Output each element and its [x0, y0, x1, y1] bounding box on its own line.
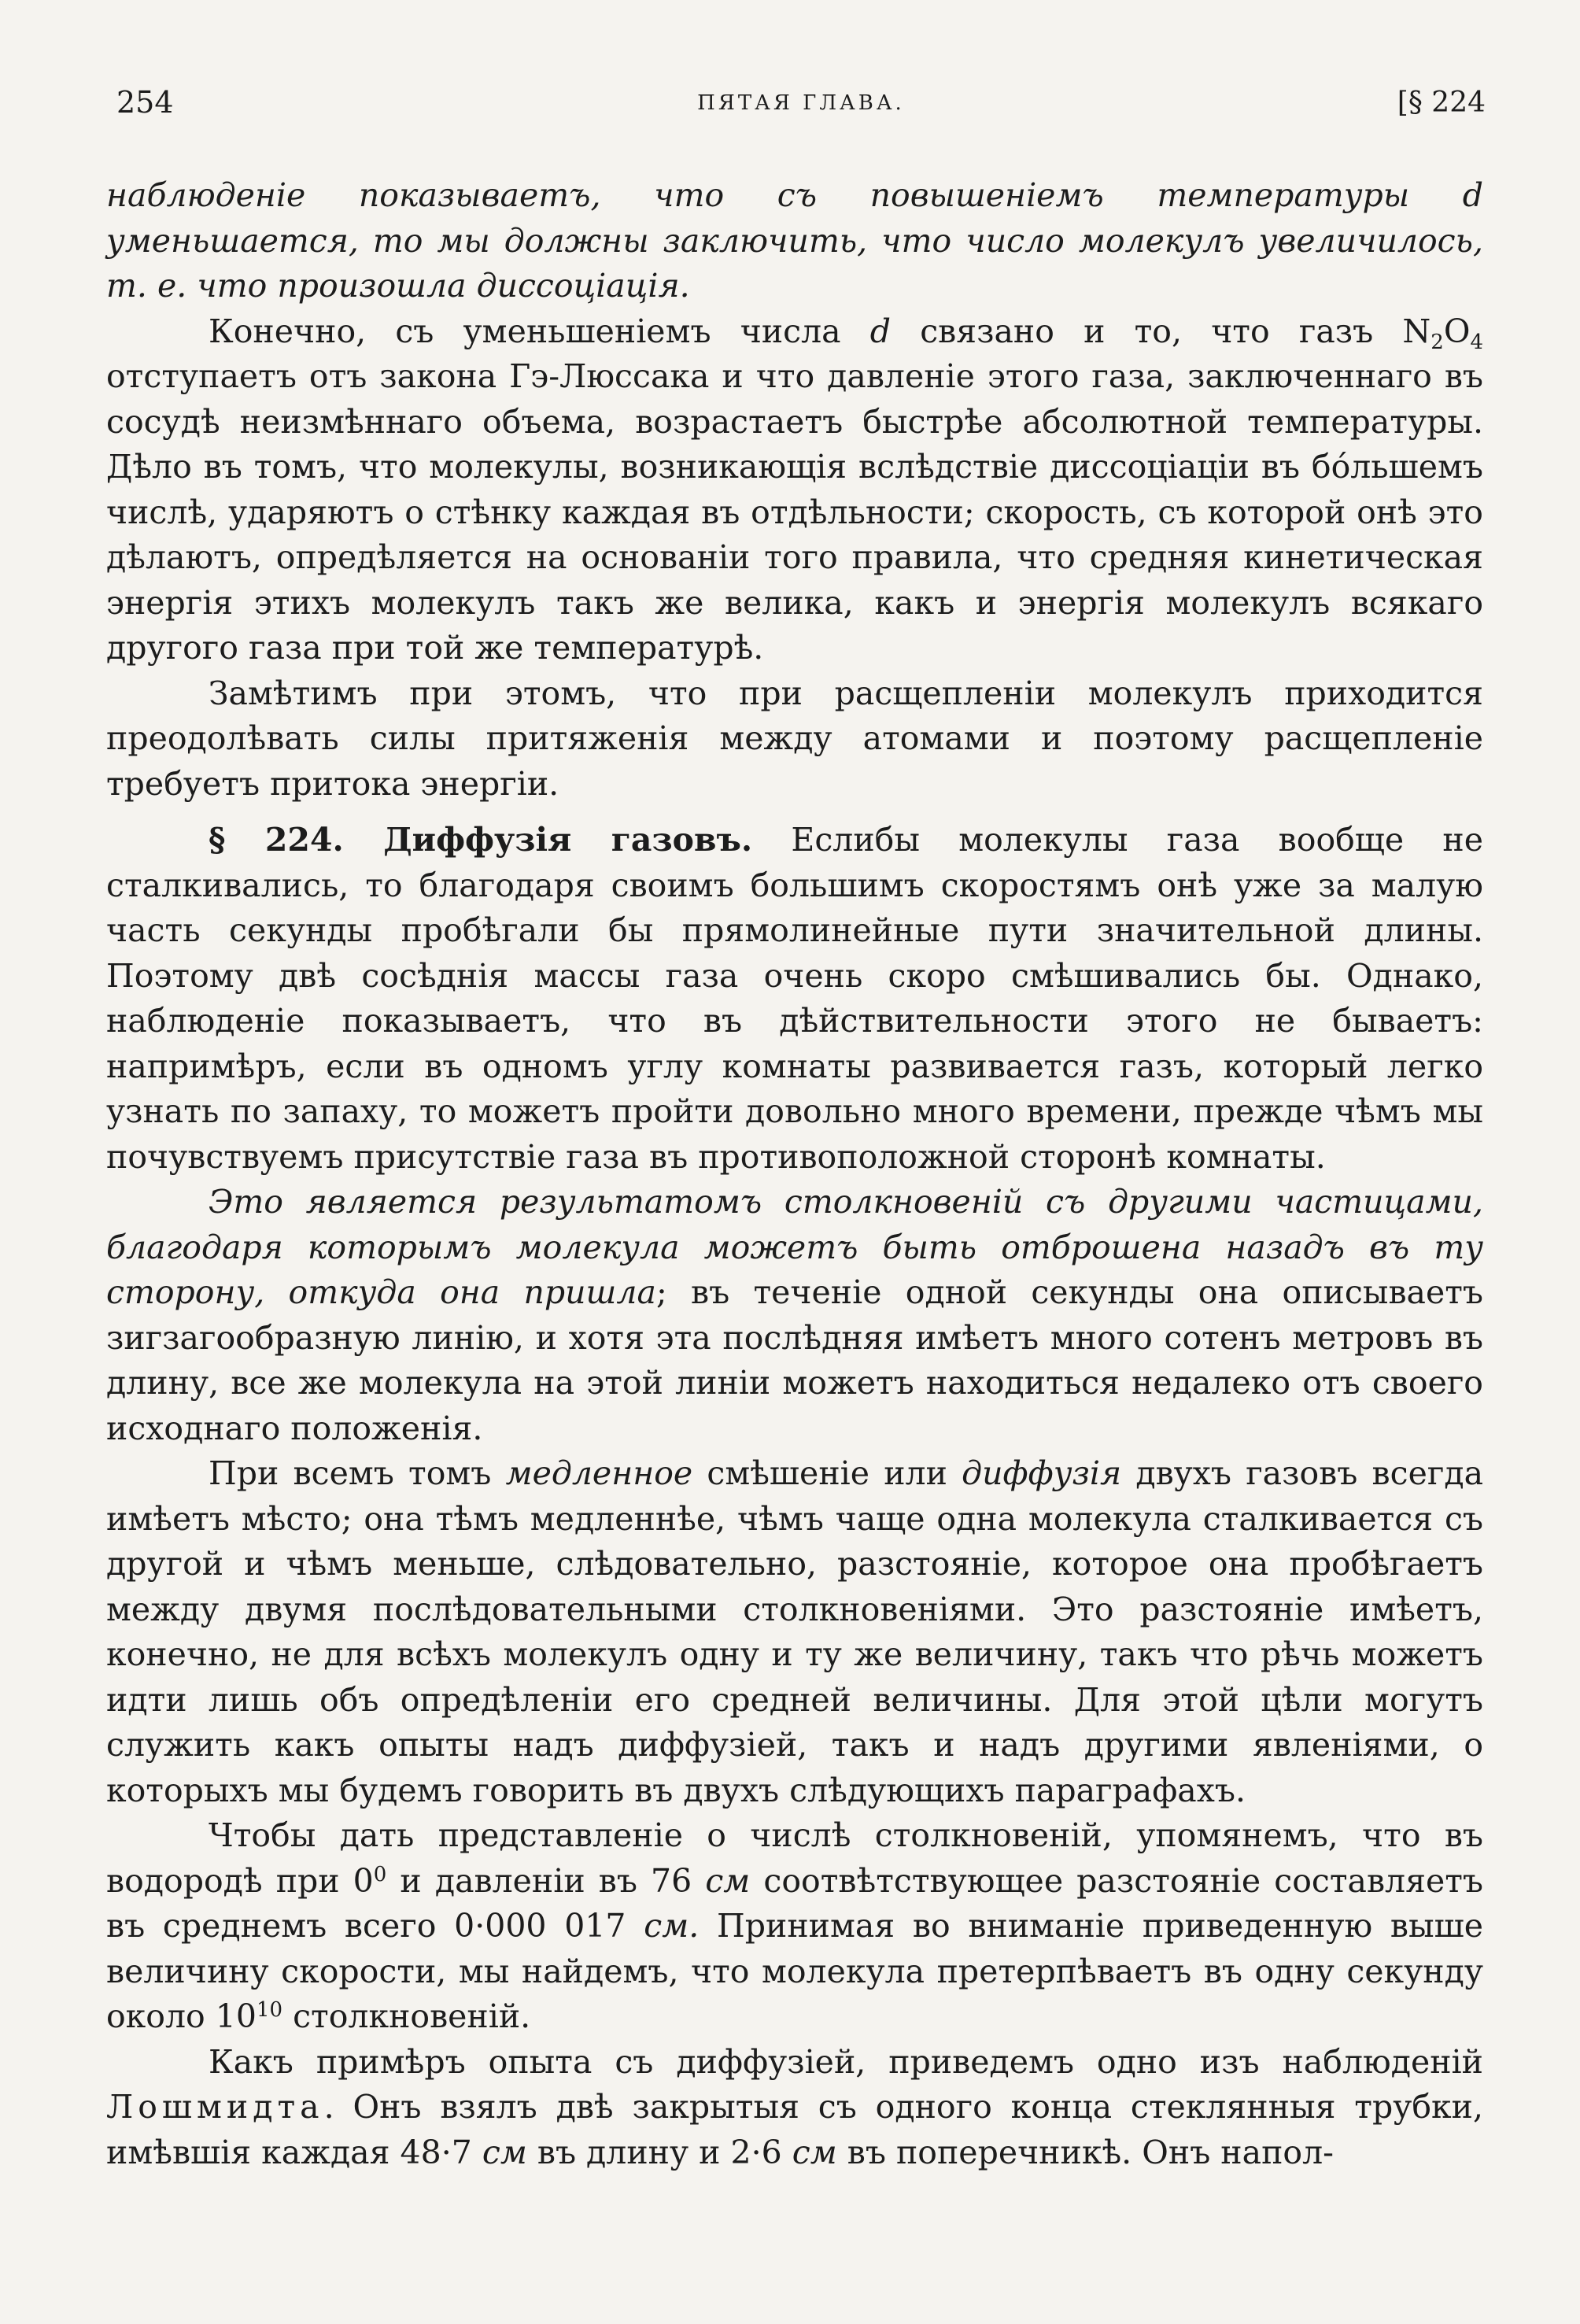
paragraph-8: Какъ примѣръ опыта съ диффузіей, приведемъ одно изъ наблюденій Лошмидта. Онъ взялъ двѣ закрытыя съ одного конца стеклянныя трубки, имѣвшія каждая 48·7 см въ длину и 2·6 см въ поперечникѣ. Онъ напол-	[106, 2042, 1483, 2171]
paragraph-4: § 224. Диффузія газовъ. Еслибы молекулы газа вообще не сталкивались, то благодаря своимъ большимъ скоростямъ онѣ уже за малую часть секунды пробѣгали бы прямолинейные пути значительной длины. Поэтому двѣ сосѣднія массы газа очень скоро смѣшивались бы. Однако, наблюденіе показываетъ, что въ дѣйствительности этого не бываетъ: напримѣръ, если въ одномъ углу комнаты развивается газъ, который легко узнать по запаху, то можетъ пройти довольно много времени, прежде чѣмъ мы почувствуемъ присутствіе газа въ противоположной сторонѣ комнаты.	[106, 821, 1483, 1176]
paragraph-2: Конечно, съ уменьшеніемъ числа d связано и то, что газъ $N_2O_4$ отступаетъ отъ закона Гэ-Люссака и что давленіе этого газа, заключеннаго въ сосудѣ неизмѣннаго объема, возрастаетъ быстрѣе абсолютной температуры. Дѣло въ томъ, что молекулы, возникающія вслѣдствіе диссоціаціи въ бóльшемъ числѣ, ударяютъ о стѣнку каждая въ отдѣльности; скорость, съ которой онѣ это дѣлаютъ, опредѣляется на основаніи того правила, что средняя кинетическая энергія этихъ молекулъ такъ же велика, какъ и энергія молекулъ всякаго другого газа при той же температурѣ.	[106, 312, 1483, 667]
paragraph-5: Это является результатомъ столкновеній съ другими частицами, благодаря которымъ молекула можетъ быть отброшена назадъ въ ту сторону, откуда она пришла; въ теченіе одной секунды она описываетъ зигзагообразную линію, и хотя эта послѣдняя имѣетъ много сотенъ метровъ въ длину, все же молекула на этой линіи можетъ находиться недалеко отъ своего исходнаго положенія.	[106, 1183, 1483, 1447]
paragraph-1	[106, 173, 1483, 309]
paragraph-3: Замѣтимъ при этомъ, что при расщепленіи молекулъ приходится преодолѣвать силы притяженія между атомами и поэтому расщепленіе требуетъ притока энергіи.	[106, 674, 1483, 803]
paragraph-6: При всемъ томъ медленное смѣшеніе или диффузія двухъ газовъ всегда имѣетъ мѣсто; она тѣмъ медленнѣе, чѣмъ чаще одна молекула сталкивается съ другой и чѣмъ меньше, слѣдовательно, разстояніе, которое она пробѣгаетъ между двумя послѣдовательными столкновеніями. Это разстояніе имѣетъ, конечно, не для всѣхъ молекулъ одну и ту же величину, такъ что рѣчь можетъ идти лишь объ опредѣленіи его средней величины. Для этой цѣли могутъ служить какъ опыты надъ диффузіей, такъ и надъ другими явленіями, о которыхъ мы будемъ говорить въ двухъ слѣдующихъ параграфахъ.	[106, 1454, 1484, 1809]
page-header	[116, 85, 1486, 132]
density-symbol: d	[869, 312, 892, 350]
page-body	[106, 173, 1483, 2175]
section-reference: [§ 224	[1397, 87, 1486, 119]
chapter-title: ПЯТАЯ ГЛАВА.	[697, 91, 905, 115]
page-number: 254	[116, 85, 174, 120]
section-heading: § 224. Диффузія газовъ.	[209, 821, 753, 859]
paragraph-7: Чтобы дать представленіе о числѣ столкновеній, упомянемъ, что въ водородѣ при $0^0$ и давленіи въ 76 см соотвѣтствующее разстояніе составляетъ въ среднемъ всего 0·000 017 см. Принимая во вниманіе приведенную выше величину скорости, мы найдемъ, что молекула претерпѣваетъ въ одну секунду около $10^{10}$ столкновеній.	[106, 1816, 1483, 2035]
italic-statement: наблюденіе показываетъ, что съ повышеніемъ температуры d уменьшается, то мы должны заключить, что число молекулъ увеличилось, т. е. что произошла диссоціація.	[106, 176, 1483, 305]
author-name: Лошмидта	[106, 2088, 324, 2126]
italic-statement: Это является результатомъ столкновеній съ другими частицами, благодаря которымъ молекула можетъ быть отброшена назадъ въ ту сторону, откуда она пришла	[106, 1183, 1483, 1311]
